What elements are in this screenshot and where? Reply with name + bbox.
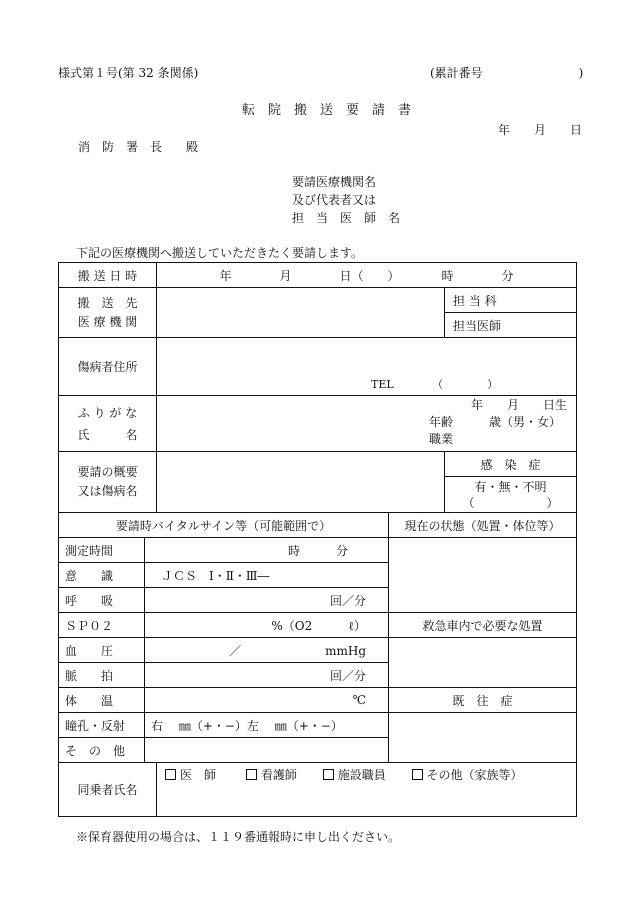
summary-field[interactable] bbox=[157, 452, 445, 513]
ambulance-treatment-label: 救急車内で必要な処置 bbox=[389, 613, 577, 638]
vital-value-field[interactable]: %（O2 ℓ） bbox=[145, 613, 389, 638]
infection-field[interactable] bbox=[445, 477, 577, 513]
transport-datetime-label: 搬 送 日 時 bbox=[59, 263, 157, 288]
vital-value-field[interactable]: ℃ bbox=[145, 688, 389, 713]
department-label: 担 当 科 bbox=[453, 293, 497, 308]
vital-value-field[interactable]: 右 ㎜（+・−）左 ㎜（+・−） bbox=[145, 713, 389, 738]
destination-label: 搬 送 先 医 療 機 関 bbox=[59, 288, 157, 338]
history-field[interactable] bbox=[389, 713, 577, 763]
vital-label: 測定時間 bbox=[59, 538, 145, 563]
checkbox-icon bbox=[323, 769, 334, 780]
checkbox-icon bbox=[165, 769, 176, 780]
department-field[interactable] bbox=[445, 288, 577, 313]
infection-options: 有・無・不明 bbox=[474, 479, 547, 494]
address-field[interactable] bbox=[157, 338, 577, 396]
vital-label: 脈 拍 bbox=[59, 663, 145, 688]
doctor-field[interactable] bbox=[445, 313, 577, 338]
infection-detail: （ ） bbox=[462, 495, 559, 510]
companion-option[interactable]: 看護師 bbox=[246, 768, 297, 782]
companion-option[interactable]: その他（家族等） bbox=[412, 768, 523, 782]
vital-label: 瞳孔・反射 bbox=[59, 713, 145, 738]
document-title: 転 院 搬 送 要 請 書 bbox=[242, 103, 412, 118]
current-status-field[interactable] bbox=[389, 538, 577, 613]
vital-label: ＳＰ０２ bbox=[59, 613, 145, 638]
destination-field[interactable] bbox=[157, 288, 445, 338]
intro-text: 下記の医療機関へ搬送していただきたく要請します。 bbox=[76, 246, 364, 260]
request-form-table bbox=[58, 262, 577, 817]
checkbox-icon bbox=[246, 769, 257, 780]
companion-option[interactable]: 医 師 bbox=[165, 768, 216, 782]
vital-value-field[interactable]: 時 分 bbox=[145, 538, 389, 563]
tel-label: TEL （ ） bbox=[371, 378, 499, 391]
companion-field[interactable] bbox=[157, 763, 577, 817]
vital-label: 意 識 bbox=[59, 563, 145, 588]
vital-label: そ の 他 bbox=[59, 738, 145, 763]
cumulative-number: (累計番号 ) bbox=[430, 66, 584, 80]
status-header: 現在の状態（処置・体位等） bbox=[389, 513, 577, 538]
companion-label: 同乗者氏名 bbox=[59, 763, 157, 817]
age-sex: 年齢 歳（男・女） bbox=[429, 415, 562, 429]
vital-label: 血 圧 bbox=[59, 638, 145, 663]
address-label: 傷病者住所 bbox=[59, 338, 157, 396]
footnote: ※保育器使用の場合は、１１９番通報時に申し出ください。 bbox=[76, 830, 401, 844]
birth-date: 年 月 日生 bbox=[471, 398, 568, 412]
name-field[interactable] bbox=[157, 396, 577, 452]
vital-value-field[interactable]: 回／分 bbox=[145, 588, 389, 613]
infection-label: 感 染 症 bbox=[445, 452, 577, 477]
vital-value-field[interactable]: 回／分 bbox=[145, 663, 389, 688]
requester-line-2: 及び代表者又は bbox=[292, 193, 377, 207]
vital-label: 体 温 bbox=[59, 688, 145, 713]
checkbox-icon bbox=[412, 769, 423, 780]
companion-option[interactable]: 施設職員 bbox=[323, 768, 386, 782]
transport-datetime-field[interactable]: 年 月 日（ ） 時 分 bbox=[157, 263, 577, 288]
name-label: ふ り が な 氏 名 bbox=[59, 396, 157, 452]
ambulance-treatment-field[interactable] bbox=[389, 638, 577, 688]
request-date: 年 月 日 bbox=[498, 123, 583, 137]
requester-line-1: 要請医療機関名 bbox=[292, 175, 377, 189]
addressee: 消 防 署 長 殿 bbox=[78, 140, 199, 154]
vital-value-field[interactable]: ＪＣＳ Ⅰ・Ⅱ・Ⅲ― bbox=[145, 563, 389, 588]
requester-line-3: 担 当 医 師 名 bbox=[292, 211, 401, 225]
vitals-header: 要請時バイタルサイン等（可能範囲で） bbox=[59, 513, 389, 538]
doctor-label: 担当医師 bbox=[453, 318, 502, 333]
form-number: 様式第１号(第 32 条関係) bbox=[58, 66, 199, 80]
vital-value-field[interactable] bbox=[145, 738, 389, 763]
vital-label: 呼 吸 bbox=[59, 588, 145, 613]
occupation-label: 職業 bbox=[429, 432, 454, 446]
history-label: 既 往 症 bbox=[389, 688, 577, 713]
vital-value-field[interactable]: ／ mmHg bbox=[145, 638, 389, 663]
summary-label: 要請の概要 又は傷病名 bbox=[59, 452, 157, 513]
